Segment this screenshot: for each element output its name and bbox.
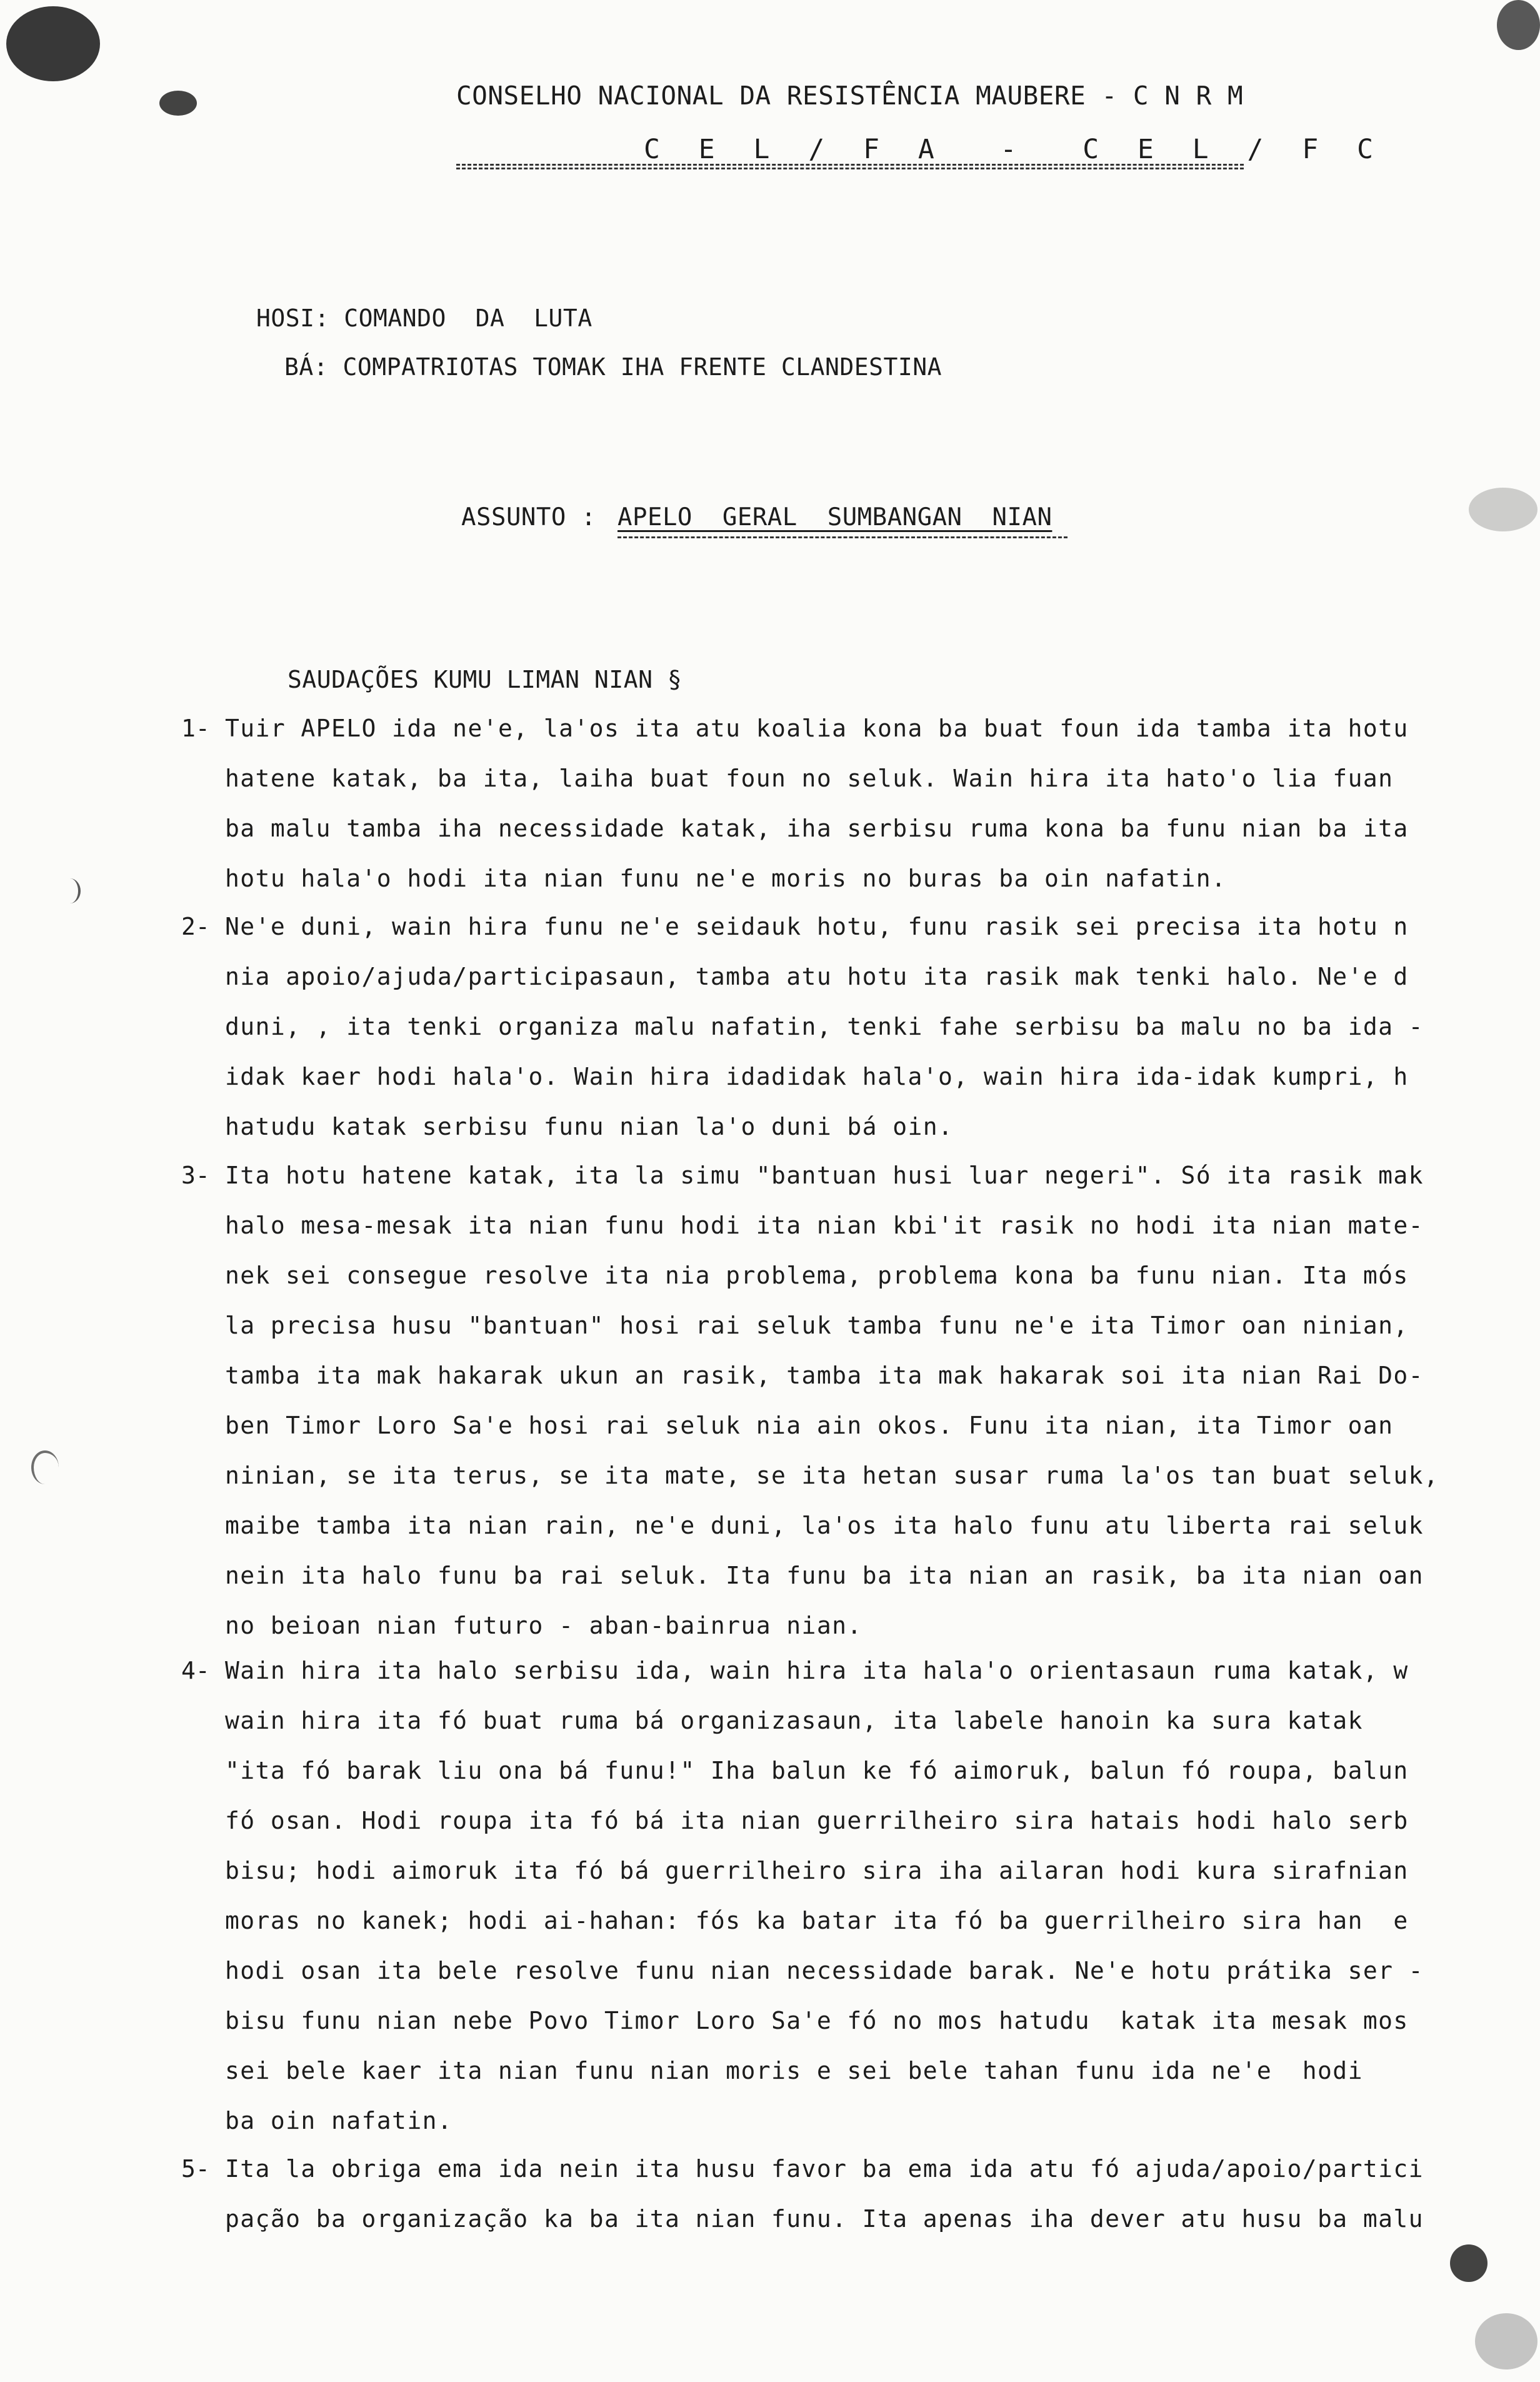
- scan-noise-right: [1469, 488, 1538, 531]
- paragraph-number: 2-: [181, 913, 210, 940]
- paragraph-line: Wain hira ita halo serbisu ida, wain hira ita hala'o orientasaun ruma katak, w: [225, 1657, 1409, 1684]
- paragraph-line: nein ita halo funu ba rai seluk. Ita funu ba ita nian an rasik, ba ita nian oan: [225, 1562, 1424, 1589]
- paragraph-line: fó osan. Hodi roupa ita fó bá ita nian guerrilheiro sira hatais hodi halo serb: [225, 1807, 1409, 1834]
- paragraph-line: wain hira ita fó buat ruma bá organizasaun, ita labele hanoin ka sura katak: [225, 1707, 1363, 1734]
- paragraph-number: 1-: [181, 715, 210, 742]
- paragraph-line: ba malu tamba iha necessidade katak, iha serbisu ruma kona ba funu nian ba ita: [225, 815, 1409, 842]
- paragraph-line: hotu hala'o hodi ita nian funu ne'e moris no buras ba oin nafatin.: [225, 865, 1227, 892]
- paragraph-line: Ita la obriga ema ida nein ita husu favor ba ema ida atu fó ajuda/apoio/partici: [225, 2155, 1424, 2183]
- paragraph-line: ben Timor Loro Sa'e hosi rai seluk nia ain okos. Funu ita nian, ita Timor oan: [225, 1412, 1394, 1439]
- paragraph-number: 4-: [181, 1657, 210, 1684]
- scan-noise-bottom-right: [1475, 2313, 1538, 2369]
- ink-blot-top-left-small: [159, 91, 197, 116]
- ink-blot-bottom-right: [1450, 2244, 1488, 2282]
- paragraph-line: nek sei consegue resolve ita nia problema, problema kona ba funu nian. Ita mós: [225, 1262, 1409, 1289]
- paragraph-line: hatene katak, ba ita, laiha buat foun no seluk. Wain hira ita hato'o lia fuan: [225, 765, 1394, 792]
- paragraph-line: Ita hotu hatene katak, ita la simu "bantuan husi luar negeri". Só ita rasik mak: [225, 1162, 1424, 1189]
- subject-value: APELO GERAL SUMBANGAN NIAN: [618, 503, 1052, 531]
- ink-blot-top-left: [6, 6, 100, 81]
- paragraph-line: Ne'e duni, wain hira funu ne'e seidauk hotu, funu rasik sei precisa ita hotu n: [225, 913, 1409, 940]
- paragraph-line: sei bele kaer ita nian funu nian moris e sei bele tahan funu ida ne'e hodi: [225, 2057, 1363, 2084]
- unit-subtitle: C E L / F A - C E L / F C: [644, 134, 1384, 165]
- paragraph-line: nia apoio/ajuda/participasaun, tamba atu hotu ita rasik mak tenki halo. Ne'e d: [225, 963, 1409, 990]
- paragraph-line: Tuir APELO ida ne'e, la'os ita atu koalia kona ba buat foun ida tamba ita hotu: [225, 715, 1409, 742]
- organization-header: CONSELHO NACIONAL DA RESISTÊNCIA MAUBERE - C N R M: [456, 81, 1244, 111]
- paragraph-line: halo mesa-mesak ita nian funu hodi ita nian kbi'it rasik no hodi ita nian mate-: [225, 1212, 1424, 1239]
- paragraph-line: bisu; hodi aimoruk ita fó bá guerrilheiro sira iha ailaran hodi kura sirafnian: [225, 1857, 1409, 1884]
- paragraph-line: la precisa husu "bantuan" hosi rai seluk tamba funu ne'e ita Timor oan ninian,: [225, 1312, 1409, 1339]
- paragraph-number: 3-: [181, 1162, 210, 1189]
- paragraph-line: tamba ita mak hakarak ukun an rasik, tamba ita mak hakarak soi ita nian Rai Do-: [225, 1362, 1424, 1389]
- paragraph-line: no beioan nian futuro - aban-bainrua nian.: [225, 1612, 862, 1639]
- margin-mark-left-1: [59, 878, 81, 903]
- paragraph-line: "ita fó barak liu ona bá funu!" Iha balun ke fó aimoruk, balun fó roupa, balun: [225, 1757, 1409, 1784]
- paragraph-line: hodi osan ita bele resolve funu nian necessidade barak. Ne'e hotu prátika ser -: [225, 1957, 1424, 1984]
- paragraph-line: pação ba organização ka ba ita nian funu. Ita apenas iha dever atu husu ba malu: [225, 2205, 1424, 2233]
- paragraph-line: ba oin nafatin.: [225, 2107, 453, 2134]
- subject-label: ASSUNTO :: [461, 503, 596, 531]
- to-line: BÁ: COMPATRIOTAS TOMAK IHA FRENTE CLANDESTINA: [284, 353, 942, 381]
- margin-mark-left-2: [31, 1450, 59, 1484]
- greeting: SAUDAÇÕES KUMU LIMAN NIAN §: [288, 666, 682, 693]
- subject-underline: [618, 536, 1068, 538]
- from-line: HOSI: COMANDO DA LUTA: [256, 304, 592, 332]
- paragraph-line: duni, , ita tenki organiza malu nafatin, tenki fahe serbisu ba malu no ba ida -: [225, 1013, 1424, 1040]
- paragraph-line: maibe tamba ita nian rain, ne'e duni, la'os ita halo funu atu liberta rai seluk: [225, 1512, 1424, 1539]
- paragraph-line: ninian, se ita terus, se ita mate, se ita hetan susar ruma la'os tan buat seluk,: [225, 1462, 1439, 1489]
- header-divider-2: [456, 168, 1244, 171]
- paragraph-line: idak kaer hodi hala'o. Wain hira idadidak hala'o, wain hira ida-idak kumpri, h: [225, 1063, 1409, 1090]
- paragraph-number: 5-: [181, 2155, 210, 2183]
- paragraph-line: hatudu katak serbisu funu nian la'o duni bá oin.: [225, 1113, 954, 1140]
- paragraph-line: bisu funu nian nebe Povo Timor Loro Sa'e fó no mos hatudu katak ita mesak mos: [225, 2007, 1409, 2034]
- paragraph-line: moras no kanek; hodi ai-hahan: fós ka batar ita fó ba guerrilheiro sira han e: [225, 1907, 1409, 1934]
- ink-blot-top-right: [1497, 0, 1540, 50]
